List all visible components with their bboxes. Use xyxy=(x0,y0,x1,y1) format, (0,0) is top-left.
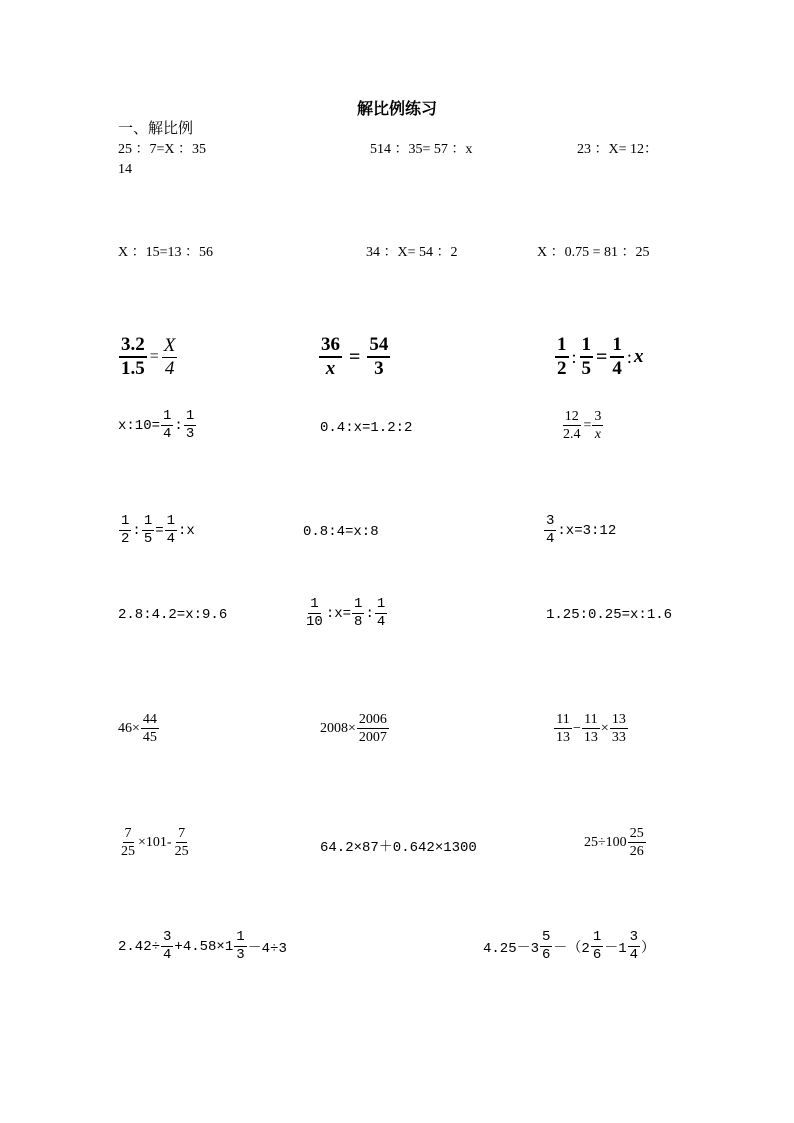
problem-10 xyxy=(118,408,197,443)
expression-text: －（2 xyxy=(553,940,590,957)
numerator: 1 xyxy=(376,596,386,612)
denominator: 10 xyxy=(306,614,323,630)
denominator: 13 xyxy=(583,730,598,745)
problem-6: X ：0.75 = 81 ：25 xyxy=(537,245,650,260)
denominator: 2007 xyxy=(358,730,387,745)
numerator: 5 xyxy=(542,929,551,945)
fraction xyxy=(304,596,325,631)
operator: = xyxy=(596,345,608,368)
operator: − xyxy=(573,720,581,736)
expression-text: +4.58×1 xyxy=(174,938,234,955)
problem-4: X ：15=13 ：56 xyxy=(118,245,214,260)
denominator: 26 xyxy=(629,844,644,859)
denominator: 8 xyxy=(354,614,363,630)
operator: = xyxy=(149,348,159,365)
denominator: x xyxy=(594,427,602,442)
denominator: 5 xyxy=(143,531,153,547)
problem-17 xyxy=(303,596,388,631)
fraction xyxy=(357,711,389,746)
problem-16: 2.8:4.2=x:9.6 xyxy=(118,607,228,623)
denominator: 6 xyxy=(542,947,551,963)
expression-text: ×101- xyxy=(138,834,172,850)
numerator: 1 xyxy=(310,596,319,612)
problem-13 xyxy=(118,513,195,548)
page-title: 解比例练习 xyxy=(356,101,437,118)
fraction xyxy=(591,929,603,964)
fraction xyxy=(319,334,342,380)
problem-15 xyxy=(543,513,616,548)
numerator: X xyxy=(163,334,176,356)
problem-18: 1.25:0.25=x:1.6 xyxy=(546,607,673,623)
fraction xyxy=(161,408,173,443)
fraction xyxy=(610,711,628,746)
expression-text: －4÷3 xyxy=(247,940,287,957)
numerator: 44 xyxy=(142,712,157,727)
fraction xyxy=(580,334,594,380)
fraction xyxy=(540,929,552,964)
numerator: 1 xyxy=(555,334,569,358)
fraction xyxy=(119,513,131,548)
fraction xyxy=(554,711,572,746)
denominator: 4 xyxy=(164,357,175,379)
problem-25 xyxy=(118,929,287,964)
denominator: 4 xyxy=(546,531,555,547)
denominator: 4 xyxy=(629,947,639,963)
numerator: 1 xyxy=(610,334,624,358)
fraction xyxy=(119,334,147,380)
numerator: 12 xyxy=(564,409,579,424)
operator: × xyxy=(600,720,609,736)
operator: : xyxy=(571,346,577,367)
denominator: x xyxy=(325,358,336,379)
fraction xyxy=(184,408,196,443)
operator: : xyxy=(626,346,632,367)
section-heading: 一、解比例 xyxy=(118,121,194,137)
problem-22 xyxy=(118,825,192,860)
expression-text: :x= xyxy=(325,605,352,622)
fraction xyxy=(352,596,364,631)
problem-1: 25 ：7=X ：35 xyxy=(118,142,207,157)
problem-26 xyxy=(483,929,655,964)
fraction xyxy=(367,334,390,380)
denominator: 4 xyxy=(163,947,172,963)
numerator: 1 xyxy=(121,513,130,529)
denominator: 3 xyxy=(236,947,245,963)
fraction xyxy=(141,711,159,746)
denominator: 4 xyxy=(163,426,172,442)
expression-text: 46× xyxy=(118,720,140,736)
numerator: 36 xyxy=(319,334,342,358)
denominator: 3 xyxy=(374,358,384,379)
problem-23: 64.2×87＋0.642×1300 xyxy=(320,840,477,856)
operator: : xyxy=(365,605,374,622)
numerator: 1 xyxy=(185,408,195,424)
operator: : xyxy=(132,522,141,539)
problem-3-continued: 14 xyxy=(118,162,132,177)
problem-11: 0.4:x=1.2:2 xyxy=(320,420,413,436)
denominator: 2 xyxy=(557,358,567,379)
numerator: 1 xyxy=(592,929,602,945)
problem-24 xyxy=(584,825,647,860)
expression-text: :x=3:12 xyxy=(557,522,617,539)
expression-text: －1 xyxy=(604,940,627,957)
problem-21 xyxy=(553,711,629,746)
numerator: 25 xyxy=(629,826,644,841)
numerator: 3.2 xyxy=(119,334,147,358)
fraction xyxy=(162,335,178,380)
operator: = xyxy=(155,522,164,539)
fraction xyxy=(582,711,600,746)
denominator: 4 xyxy=(166,531,176,547)
numerator: 1 xyxy=(163,408,172,424)
numerator: 7 xyxy=(124,826,132,841)
fraction xyxy=(555,334,569,380)
fraction xyxy=(119,825,137,860)
numerator: 13 xyxy=(611,712,626,727)
problem-3: 23 ：X= 12： xyxy=(577,142,659,157)
denominator: 25 xyxy=(121,844,135,859)
problem-8 xyxy=(318,334,391,380)
numerator: 3 xyxy=(163,929,172,945)
expression-text: x:10= xyxy=(118,417,161,434)
fraction xyxy=(544,513,556,548)
numerator: 2006 xyxy=(358,712,387,727)
expression-text: ） xyxy=(641,940,656,957)
operator: : xyxy=(174,417,183,434)
fraction xyxy=(610,334,624,380)
expression-text: 2008× xyxy=(320,720,356,736)
denominator: 6 xyxy=(592,947,602,963)
numerator: 1 xyxy=(354,596,363,612)
fraction xyxy=(161,929,173,964)
problem-12 xyxy=(560,408,604,443)
variable: x xyxy=(633,346,644,367)
fraction xyxy=(142,513,154,548)
denominator: 5 xyxy=(581,358,592,379)
numerator: 1 xyxy=(580,334,594,358)
expression-text: 25÷100 xyxy=(584,834,627,850)
numerator: 3 xyxy=(594,409,602,424)
problem-20 xyxy=(320,711,390,746)
expression-text: 4.25－3 xyxy=(483,940,540,957)
numerator: 1 xyxy=(236,929,245,945)
fraction xyxy=(165,513,177,548)
denominator: 2 xyxy=(121,531,130,547)
problem-7 xyxy=(118,334,178,380)
numerator: 1 xyxy=(143,513,153,529)
denominator: 4 xyxy=(612,358,622,379)
denominator: 13 xyxy=(556,730,570,745)
numerator: 11 xyxy=(556,712,570,727)
expression-text: 2.42÷ xyxy=(118,938,161,955)
fraction xyxy=(234,929,246,964)
numerator: 11 xyxy=(584,712,598,727)
fraction xyxy=(561,408,583,443)
problem-14: 0.8:4=x:8 xyxy=(303,524,379,540)
problem-5: 34 ：X= 54 ：2 xyxy=(366,245,458,260)
numerator: 3 xyxy=(546,513,555,529)
problem-2: 514 ：35= 57 ：x xyxy=(370,142,473,157)
denominator: 3 xyxy=(185,426,195,442)
fraction xyxy=(628,929,640,964)
fraction xyxy=(592,408,603,443)
problem-19 xyxy=(118,711,160,746)
operator: = xyxy=(583,417,592,433)
expression-text: :x xyxy=(178,522,195,539)
numerator: 1 xyxy=(166,513,176,529)
denominator: 4 xyxy=(376,614,386,630)
denominator: 2.4 xyxy=(563,427,581,442)
numerator: 3 xyxy=(629,929,639,945)
denominator: 45 xyxy=(142,730,157,745)
problem-9 xyxy=(554,334,643,380)
numerator: 7 xyxy=(178,826,186,841)
denominator: 1.5 xyxy=(121,358,145,379)
operator: = xyxy=(349,345,361,368)
denominator: 33 xyxy=(611,730,626,745)
denominator: 25 xyxy=(174,844,189,859)
numerator: 54 xyxy=(367,334,390,358)
fraction xyxy=(375,596,387,631)
fraction xyxy=(628,825,646,860)
fraction xyxy=(173,825,191,860)
